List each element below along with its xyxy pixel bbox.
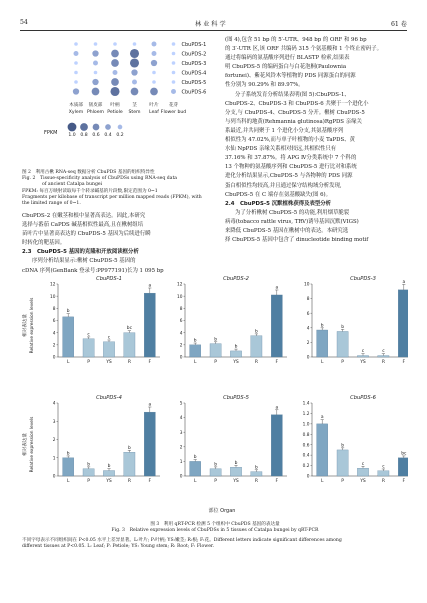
fig3-sig-letter: b <box>193 455 197 461</box>
fig2-caption-en: Fig. 2 Tissue-specificity analysis of CbuPDSs using RNA-seq data <box>22 176 178 182</box>
fig3-y-tick-label: 0.2 <box>302 464 310 470</box>
fig3-panel-title: CbuPDS-3 <box>350 276 376 282</box>
fig2-dot <box>152 71 156 75</box>
fig2-dot <box>110 87 119 96</box>
fig3-sig-letter: c <box>382 349 385 355</box>
fig2-tissue-cn: 木质部 <box>69 103 83 108</box>
fig3-bar <box>337 331 348 357</box>
fig3-category-label: F <box>402 360 406 365</box>
fig2-dot <box>152 42 157 47</box>
fig2-dot <box>74 61 78 65</box>
fig3-bar <box>378 356 389 357</box>
fig3-sig-letter: a <box>320 415 324 421</box>
fig2-dot <box>111 59 119 67</box>
fig3-y-tick-label: 2 <box>179 343 183 349</box>
paragraph-line: 的 3′-UTR 区,该 ORF 共编码 315 个氨基酸和 1 个终止密码子。 <box>225 46 383 53</box>
fig2-dot <box>172 61 176 65</box>
fig3-y-tick-label: 8 <box>179 306 183 312</box>
paragraph-line: 为了分析楸树 CbuPDS-5 的功能,利用烟草脆裂 <box>235 209 350 216</box>
fig3-category-label: R <box>381 360 385 365</box>
fig2-tissue-en: Stem <box>128 110 141 115</box>
paragraph-line: (图 4),包含 51 bp 的 5′-UTR、948 bp 的 ORF 和 96 bp <box>225 37 367 43</box>
paragraph-line: 37.16% 和 37.87%。将 APG Ⅳ分类系统中 7 个科的 <box>225 155 357 162</box>
fig3-y-tick-label: 6 <box>52 319 56 325</box>
fig3-panel-title: CbuPDS-5 <box>223 395 249 401</box>
fig3-caption-cn: 图 3 利用 qRT-PCR 检测 5 个组织中 CbuPDS 基因的表达量 <box>150 522 280 527</box>
fig2-legend-tick: 1.0 <box>68 133 76 138</box>
fig3-y-tick-label: 2 <box>52 438 56 444</box>
paragraph-line: 水仙 NpPDS 亲缘关系相对较远,其相似性只有 <box>225 146 337 153</box>
paragraph-line: 病毒(tobacco rattle virus, TRV)诱导基因沉默(VIGS) <box>225 218 359 225</box>
fig3-bar <box>63 458 74 476</box>
fig2-tissue-en: Phloem <box>86 110 105 115</box>
fig3-category-label: YS <box>106 479 112 484</box>
fig3-y-tick-label: 12 <box>177 282 183 288</box>
fig3-sig-letter: c <box>382 464 385 470</box>
fig3-y-tick-label: 4 <box>52 401 56 407</box>
fig2-dot <box>132 80 137 85</box>
paragraph-line: 蛋白相似性均较高,并且通过保守结构域分析发现, <box>225 182 342 189</box>
fig2-dot <box>74 42 78 46</box>
fig2-gene-label: CbuPDS-5 <box>181 80 207 86</box>
fig3-bar <box>271 415 282 476</box>
fig3-sig-letter: c <box>361 349 365 355</box>
fig3-category-label: P <box>214 479 217 484</box>
fig3-note-line-2: different tissues at P<0.05. L: Leaf; P: Petiole; YS: Young stem; R: Root; F: Flower. <box>22 544 215 550</box>
paragraph-line: 通过将编码的氨基酸序列进行 BLASTP 检索,结果表 <box>225 55 350 62</box>
fig2-tissue-cn: 韧皮部 <box>88 103 103 108</box>
paragraph-line: 分支,与 CbuPDS-4、CbuPDS-5 分开。楸树 CbuPDS-5 <box>225 109 365 116</box>
fig3-bar <box>317 330 328 357</box>
fig3-sig-letter: b <box>66 309 70 315</box>
fig3-category-label: R <box>127 479 131 484</box>
fig2-dot <box>94 71 98 75</box>
fig3-y-tick-label: 2 <box>52 343 56 349</box>
fig3-sig-letter: b <box>193 338 197 344</box>
paragraph-line: CbuPDS-2 在嫩茎和根中显著高表达。因此,本研究 <box>22 213 146 219</box>
fig2-tissue-en: Petiole <box>107 110 123 115</box>
fig3-sig-letter: b <box>128 445 131 451</box>
fig2-dot <box>111 78 119 86</box>
fig2-caption-en-2: of ancient Catalpa bungei <box>42 182 103 188</box>
page-number: 54 <box>20 19 28 26</box>
fig3-bar <box>230 467 241 476</box>
fig3-sig-letter: b <box>87 462 90 468</box>
fig3-bar <box>251 472 262 476</box>
fig3-ylabel-en: Relative expression levels <box>30 297 35 354</box>
fig3-y-tick-label: 10 <box>304 282 310 288</box>
fig3-sig-letter: a <box>275 405 279 411</box>
fig3-y-tick-label: 12 <box>50 282 56 288</box>
paragraph-line: 时转化的靶基因。 <box>22 240 66 247</box>
fig3-bar <box>190 345 201 357</box>
fig3-y-tick-label: 6 <box>179 319 183 325</box>
fig2-legend-label: FPKM <box>44 130 58 136</box>
fig3-y-tick-label: 4 <box>179 416 183 422</box>
fig3-panel-title: CbuPDS-1 <box>96 276 122 282</box>
fig3-y-tick-label: 0 <box>52 355 56 361</box>
fig3-sig-letter: bc <box>401 451 407 457</box>
fig2-dotplot <box>24 36 220 164</box>
fig3-sig-letter: b <box>214 337 217 343</box>
fig3-sig-letter: a <box>148 402 152 408</box>
fig3-y-tick-label: 1.2 <box>302 412 310 418</box>
fig2-tissue-en: Leaf <box>149 110 159 115</box>
fig3-y-tick-label: 1 <box>179 460 183 465</box>
fig3-panel-title: CbuPDS-6 <box>350 395 376 401</box>
section-heading-2-4: 2.4 CbuPDS-5 沉默植株获得及表型分析 <box>225 200 332 207</box>
fig3-category-label: R <box>254 479 258 484</box>
fig3-y-tick-label: 3 <box>179 430 183 436</box>
fig3-caption-en: Fig. 3 Relative expression levels of CbuPDSs in 5 tissues of Catalpa bungei by qRT-PCR <box>111 528 319 534</box>
fig3-bar <box>230 351 241 357</box>
fig2-tissue-cn: 叶片 <box>149 103 159 108</box>
fig3-sig-letter: c <box>107 335 111 341</box>
fig2-dot <box>150 88 158 96</box>
fig3-bar <box>398 458 408 476</box>
fig3-bar-charts <box>22 268 408 516</box>
fig3-y-tick-label: 1.4 <box>302 401 310 407</box>
fig2-dot <box>133 42 137 46</box>
fig3-category-label: YS <box>106 360 112 365</box>
fig3-bar <box>317 424 328 476</box>
fig2-gene-label: CbuPDS-4 <box>181 70 207 77</box>
fig3-bar <box>124 452 135 476</box>
paragraph-line: 苗叶片中显著高表达的 CbuPDS-5 基因为后续进行瞬 <box>22 231 151 238</box>
fig2-dot <box>130 58 139 67</box>
fig2-note: FPKM: 每百万映射读取每千个转录碱基的片段数,限定范围为 0~1 <box>22 188 158 194</box>
fig2-dot <box>111 50 119 58</box>
fig2-note-en-2: the limited range of 0~1. <box>22 201 81 207</box>
fig2-dot <box>172 42 176 46</box>
fig3-y-tick-label: 0.4 <box>302 453 310 459</box>
fig3-category-label: F <box>148 479 152 484</box>
fig3-caption <box>22 522 408 534</box>
fig3-bar <box>63 317 74 357</box>
fig3-bar <box>357 356 368 357</box>
fig3-bar <box>144 293 155 357</box>
fig3-category-label: YS <box>360 360 366 365</box>
fig3-category-label: F <box>275 479 279 484</box>
fig2-dot <box>94 42 98 46</box>
fig3-sig-letter: a <box>148 283 152 289</box>
fig3-panel-title: CbuPDS-4 <box>96 395 122 401</box>
fig2-tissue-cn: 花芽 <box>168 103 179 108</box>
paragraph-line: CbuPDS-5 在 C 端存在氨基酸缺失(图 6)。 <box>225 191 332 198</box>
paragraph-line: CbuPDS-2、CbuPDS-3 和 CbuPDS-6 共聚于一个进化小 <box>225 100 369 107</box>
fig3-sig-letter: b <box>341 443 344 449</box>
fig3-ylabel-cn: 相对表达量 <box>23 314 28 337</box>
fig3-category-label: P <box>87 479 90 484</box>
fig2-note-en: Fragments per kilobase of transcript per million mapped reads (FPKM), with <box>22 194 202 200</box>
fig2-gene-label: CbuPDS-3 <box>181 61 207 67</box>
fig3-y-tick-label: 5 <box>179 401 183 407</box>
fig3-bar <box>190 461 201 476</box>
fig3-bar <box>210 344 221 357</box>
fig3-bar <box>124 333 135 357</box>
paragraph-line: 13 个物种的氨基酸序列和 CbuPDS-5 进行比对和系统 <box>225 164 357 171</box>
fig2-tissue-cn: 叶柄 <box>110 103 120 108</box>
fig3-bar <box>83 469 94 476</box>
paragraph-line: 序列分析结果显示:楸树 CbuPDS-5 基因的 <box>32 258 136 265</box>
fig3-xlabel: 部位 Organ <box>208 508 236 514</box>
fig2-legend-dot <box>80 123 88 131</box>
fig2-legend-tick: 0.6 <box>92 133 100 138</box>
volume-label: 61 卷 <box>390 21 407 28</box>
paragraph-line: 明 CbuPDS-5 的编码蛋白与白花泡桐(Paulownia <box>225 64 347 71</box>
fig3-bar <box>144 412 155 476</box>
fig2-legend-dot <box>105 124 111 130</box>
fig2-dot <box>152 51 157 56</box>
paragraph-line: 选择与番茄 CaPDS 碱基相似性最高,且在楸树组培 <box>22 222 144 229</box>
journal-name: 林 业 科 学 <box>195 21 226 28</box>
fig3-category-label: L <box>320 360 324 365</box>
fig2-gene-label: CbuPDS-6 <box>181 89 207 96</box>
fig3-category-label: F <box>148 360 152 365</box>
fig3-category-label: R <box>127 360 131 365</box>
fig2-dot <box>131 69 137 75</box>
fig2-dot <box>92 88 100 96</box>
fig2-dot <box>73 88 79 94</box>
fig2-legend-tick: 0.8 <box>80 133 88 138</box>
fig2-legend-dot <box>68 123 77 132</box>
fig3-category-label: F <box>275 360 279 365</box>
fig2-dot <box>172 52 176 56</box>
fig3-category-label: R <box>254 360 258 365</box>
paragraph-line: 进化分析结果显示,CbuPDS-5 与各物种的 PDS 同源 <box>225 173 353 180</box>
fig3-y-tick-label: 0 <box>52 474 56 480</box>
fig3-sig-letter: b <box>214 462 217 468</box>
fig3-sig-letter: a <box>402 279 406 285</box>
fig2-legend-dot <box>118 125 123 130</box>
fig3-y-tick-label: 10 <box>177 294 183 300</box>
fig2-dot <box>172 80 176 84</box>
section-heading-2-3: 2.3 CbuPDS-5 基因的克隆和开放阅读框分析 <box>22 249 139 256</box>
fig3-category-label: YS <box>233 360 239 365</box>
fig2-legend-dot <box>93 124 100 131</box>
fig2-dot <box>172 71 176 75</box>
paragraph-line: 择 CbuPDS-5 基因中包含了 dinucleotide binding motif <box>225 237 369 244</box>
fig3-bar <box>103 471 114 476</box>
fig3-sig-letter: b <box>234 344 238 350</box>
fig3-category-label: YS <box>360 479 366 484</box>
fig3-bar <box>251 336 262 357</box>
fig2-dot <box>93 61 98 66</box>
fig3-ylabel-cn: 相对表达量 <box>23 433 28 456</box>
fig3-bar <box>378 471 389 476</box>
fig2-gene-label: CbuPDS-2 <box>181 51 207 58</box>
fig2-legend-tick: 0.4 <box>104 133 112 138</box>
fig2-legend-tick: 0.2 <box>116 133 124 138</box>
fig3-y-tick-label: 10 <box>50 294 56 300</box>
fig3-category-label: R <box>381 479 385 484</box>
fig3-y-tick-label: 4 <box>179 331 183 337</box>
fig2-dot <box>171 89 176 94</box>
fig2-dot <box>113 42 117 46</box>
fig3-bar <box>103 342 114 357</box>
fig3-sig-letter: c <box>87 332 90 338</box>
fig3-sig-letter: a <box>275 285 279 291</box>
fig3-y-tick-label: 8 <box>52 306 56 312</box>
fig3-category-label: YS <box>233 479 239 484</box>
fig2-tissue-en: Flower bud <box>160 110 187 115</box>
fig3-y-tick-label: 4 <box>52 331 56 337</box>
fig3-category-label: P <box>87 360 90 365</box>
fig3-y-tick-label: 0 <box>306 474 310 480</box>
fig3-note <box>22 538 408 550</box>
fig3-y-tick-label: 1.0 <box>302 422 310 428</box>
fig3-ylabel-en: Relative expression levels <box>30 416 35 473</box>
fig3-sig-letter: b <box>341 324 344 330</box>
fig2-caption <box>22 170 218 207</box>
fig3-y-tick-label: 3 <box>52 419 56 425</box>
fig3-category-label: L <box>193 479 197 484</box>
fig3-category-label: L <box>66 479 70 484</box>
right-text-column <box>225 36 408 245</box>
paragraph-line: 分子系统发育分析结果表明(图 5):CbuPDS-1、 <box>235 91 350 98</box>
paragraph-line: cDNA 序列(GenBank 登录号:PP977191)长为 1 095 bp <box>22 267 164 274</box>
fig3-category-label: P <box>341 360 344 365</box>
fig3-y-tick-label: 2 <box>179 445 183 451</box>
fig3-y-tick-label: 2 <box>306 341 310 346</box>
fig3-category-label: L <box>66 360 70 365</box>
fig2-gene-label: CbuPDS-1 <box>181 42 207 48</box>
fig3-category-label: L <box>320 479 324 484</box>
fig3-sig-letter: b <box>234 460 238 466</box>
fig3-y-tick-label: 0 <box>179 474 183 480</box>
paragraph-line: 系最近,并共同聚于 1 个进化小分支,其氨基酸序列 <box>225 127 344 134</box>
paragraph-line: 相似性为 47.02%,而与单子叶植物的小麦 TaPDS、黄 <box>225 137 355 144</box>
fig3-category-label: L <box>193 360 197 365</box>
fig3-y-tick-label: 0 <box>179 355 183 361</box>
fig3-sig-letter: b <box>255 329 258 335</box>
fig2-dot <box>92 50 98 56</box>
fig2-tissue-cn: 茎 <box>132 103 137 108</box>
fig3-y-tick-label: 1 <box>52 456 56 462</box>
fig3-sig-letter: b <box>255 465 258 471</box>
fig3-y-tick-label: 0.6 <box>302 443 310 449</box>
fig2-dot <box>74 71 78 75</box>
fig3-y-tick-label: 0 <box>306 355 310 361</box>
paragraph-line: 来降低 CbuPDS-5 基因在楸树中的表达。本研究选 <box>225 227 349 234</box>
fig3-bar <box>83 339 94 357</box>
fig2-dot <box>92 79 98 85</box>
fig3-bar <box>210 469 221 476</box>
fig3-bar <box>357 468 368 476</box>
paragraph-line: 性分别为 90.29% 和 89.97%。 <box>225 82 304 89</box>
fig2-dot <box>113 70 118 75</box>
fig3-sig-letter: b <box>107 464 111 470</box>
fig3-category-label: P <box>214 360 217 365</box>
paragraph-line: 与列当科的地黄(Rehmannia glutinosa)RgPDS 亲缘关 <box>225 118 362 125</box>
fig3-bar <box>337 450 348 476</box>
fig2-caption-cn: 图 2 利用古楸 RNA-seq 数据分析 CbuPDS 基因的组织特异性 <box>22 170 155 175</box>
fig3-bar <box>271 295 282 357</box>
left-text-column <box>22 212 218 276</box>
fig3-sig-letter: bc <box>126 326 133 332</box>
fig2-dot <box>151 60 157 66</box>
fig2-dot <box>74 80 78 84</box>
fig2-dot <box>131 88 139 96</box>
fig3-y-tick-label: 0.8 <box>302 432 310 438</box>
fig3-category-label: P <box>341 479 344 484</box>
fig2-dot <box>130 49 139 58</box>
fig2-tissue-en: Xylem <box>68 110 84 115</box>
fig3-panel-title: CbuPDS-2 <box>223 276 249 282</box>
fig3-sig-letter: b <box>66 451 70 457</box>
fig3-y-tick-label: 4 <box>306 326 310 332</box>
paragraph-line: fortunei)、紫花风铃木等植物的 PDS 同源蛋白的同源 <box>225 73 356 80</box>
fig3-y-tick-label: 6 <box>306 311 310 317</box>
page-header <box>20 16 407 31</box>
fig3-sig-letter: c <box>361 461 365 467</box>
fig3-bar <box>398 290 408 357</box>
fig2-dot <box>74 51 79 56</box>
fig3-y-tick-label: 8 <box>306 297 310 303</box>
fig3-sig-letter: b <box>320 323 324 329</box>
fig3-note-line-1: 不同字母表示不同组织间在 P<0.05 水平上差异显著。L:叶片; P:叶柄; YS:嫩茎; R:根; F:花。Different letters indicate significant differences among <box>22 538 342 543</box>
fig3-category-label: F <box>402 479 406 484</box>
fig2-dot <box>152 80 156 84</box>
